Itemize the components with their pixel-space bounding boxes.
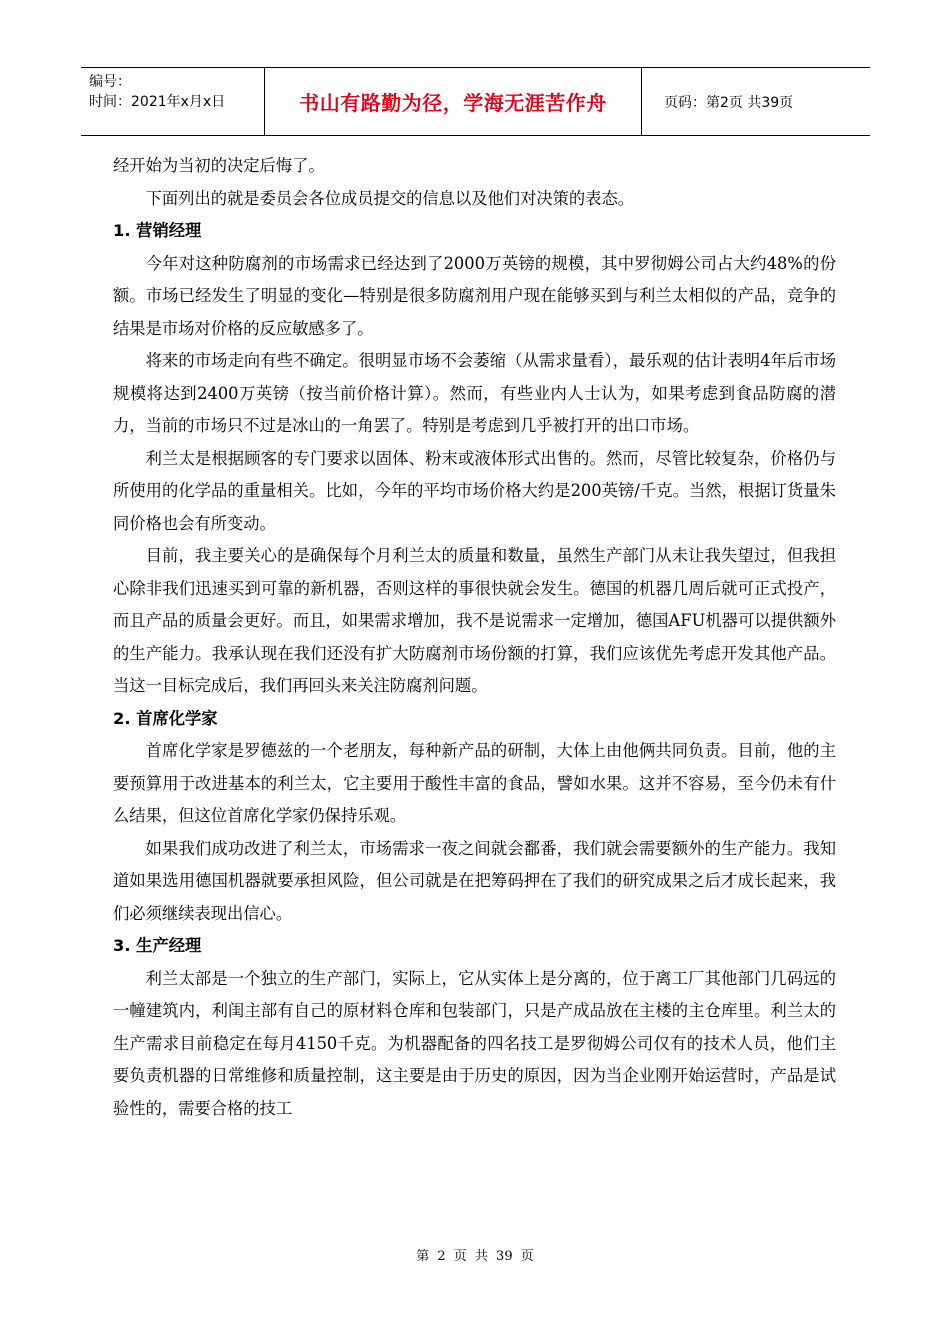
section-heading-chemist: 2. 首席化学家 — [113, 708, 218, 728]
section-heading-production: 3. 生产经理 — [113, 936, 202, 955]
doc-time-label: 时间：2021年x月x日 — [89, 94, 226, 110]
page-indicator: 页码：第2页 共39页 — [664, 94, 794, 111]
paragraph: 下面列出的就是委员会各位成员提交的信息以及他们对决策的表态。 — [145, 188, 635, 208]
section-heading-marketing: 1. 营销经理 — [113, 221, 202, 240]
page-header — [81, 67, 870, 136]
paragraph: 目前，我主要关心的是确保每个月利兰太的质量和数量，虽然生产部门从未让我失望过，但我担心除非我们迅速买到可靠的新机器，否则这样的事很快就会发生。德国的机器几周后就可正式投产，而且产品的质量会更好。而且，如果需求增加，我不是说需求一定增加，德国AFU机器可以提供额外的生产能力。我承认现在我们还没有扩大防腐剂市场份额的打算，我们应该优先考虑开发其他产品。当这一目标完成后，我们再回头来关注防腐剂问题。 — [113, 546, 836, 695]
paragraph: 首席化学家是罗德兹的一个老朋友，每种新产品的研制，大体上由他俩共同负责。目前，他的主要预算用于改进基本的利兰太，它主要用于酸性丰富的食品，譬如水果。这并不容易，至今仍未有什么结果，但这位首席化学家仍保持乐观。 — [113, 741, 836, 825]
document-body — [113, 150, 836, 1125]
paragraph: 今年对这种防腐剂的市场需求已经达到了2000万英镑的规模，其中罗彻姆公司占大约48%的份额。市场已经发生了明显的变化—特别是很多防腐剂用户现在能够买到与利兰太相似的产品，竞争的结果是市场对价格的反应敏感多了。 — [113, 253, 836, 338]
motto-text: 书山有路勤为径，学海无涯苦作舟 — [299, 91, 607, 115]
paragraph: 将来的市场走向有些不确定。很明显市场不会萎缩（从需求量看），最乐观的估计表明4年后市场规模将达到2400万英镑（按当前价格计算）。然而，有些业内人士认为，如果考虑到食品防腐的潜力，当前的市场只不过是冰山的一角罢了。特别是考虑到几乎被打开的出口市场。 — [113, 351, 836, 435]
paragraph: 如果我们成功改进了利兰太，市场需求一夜之间就会鄱番，我们就会需要额外的生产能力。我知道如果选用德国机器就要承担风险，但公司就是在把筹码押在了我们的研究成果之后才成长起来，我们必须继续表现出信心。 — [113, 838, 836, 923]
paragraph: 利兰太是根据顾客的专门要求以固体、粉末或液体形式出售的。然而，尽管比较复杂，价格仍与所使用的化学品的重量相关。比如，今年的平均市场价格大约是200英镑/千克。当然，根据订货量朱同价格也会有所变动。 — [113, 448, 836, 533]
header-meta — [81, 68, 264, 135]
doc-number-label: 编号： — [89, 74, 131, 90]
paragraph: 利兰太部是一个独立的生产部门，实际上，它从实体上是分离的，位于离工厂其他部门几码远的一幢建筑内，利闺主部有自己的原材料仓库和包装部门，只是产成品放在主楼的主仓库里。利兰太的生产需求目前稳定在每月4150千克。为机器配备的四名技工是罗彻姆公司仅有的技术人员，他们主要负责机器的日常维修和质量控制，这主要是由于历史的原因，因为当企业刚开始运营时，产品是试验性的，需要合格的技工 — [113, 968, 836, 1118]
page-footer: 第 2 页 共 39 页 — [416, 1249, 534, 1264]
header-motto-cell — [264, 68, 642, 135]
paragraph: 经开始为当初的决定后悔了。 — [113, 156, 325, 175]
header-page-cell — [642, 68, 870, 135]
